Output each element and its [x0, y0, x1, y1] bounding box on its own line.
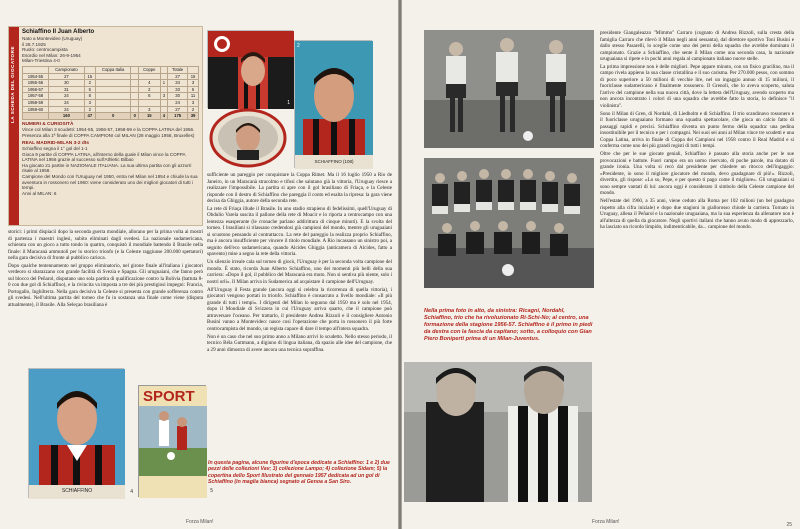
- stats-cell: 1955-56: [23, 80, 49, 87]
- note-line: Presenza alla 1ª finale di COPPA CAMPIONI col MILAN (28 maggio 1958, Bruxelles): [22, 132, 195, 138]
- figure-number: 1: [287, 100, 290, 106]
- stats-header-cell: [131, 66, 139, 73]
- stats-cell: 27: [168, 73, 188, 80]
- paragraph: La prima impressione non è delle migliori. Pepe appare minuto, con un fisico gracilino, ma il campo rivela appieno la sua classe cristallina e il suo carisma. Per 270.000 pesos, con sommo di poco superiore a 50 milioni di vecchie lire, nel un ingaggio annuo di 15 milioni, il fuoriclasse sudamericano è finalmente rossonero. Il Grenoli, che lo aveva scoperto, saluta l'arrivo del campione nella sua nuova città, dove la lettera dell'Uruguay, avendo scoperto ma non ancora incontrato i colori di una squadra che avrebbe fatto la storia, lo definisce "il violinista".: [600, 63, 794, 109]
- stats-cell: 3: [160, 93, 168, 100]
- note-line: Schiaffino segna il 1° gol del 1-1: [22, 146, 88, 152]
- left-column-1: [8, 229, 203, 367]
- figure-number: 2: [297, 43, 300, 49]
- left-photo-caption: In questa pagina, alcune figurine d'epoca dedicate a Schiaffino: 1 e 2) due pezzi delle collezioni Vav; 3) collezione Lampo; 4) collezione Sidam; 5) la copertina dello Sport Illustrato del gennaio 1957 dedicata ad un gol di Schiaffino (in maglia bianca) segnato al Genoa a San Siro.: [208, 460, 390, 486]
- stats-cell: 1: [160, 80, 168, 87]
- stats-cell: [160, 73, 168, 80]
- stats-cell: [139, 73, 161, 80]
- stats-total-cell: 0: [95, 113, 131, 120]
- right-column: [600, 30, 794, 514]
- stats-header-cell: [160, 66, 168, 73]
- player-stats-box: [8, 26, 203, 226]
- paragraph: presidente Giangaleazzo "Mimmo" Carraro (cognato di Andrea Rizzoli, sulla cresta della famiglia Carraro che rilevò il Milan negli anni sessanta), dal direttore sportivo Toni Busini e dallo stesso Pasarelli, lo sceglie come uno dei perni della squadra che avrebbe dominato il campionato. Grazie a Schiaffino, che sente il Milan come una seconda casa, la nazionale uruguaiana si ripete e in pochi anni regala al campionato italiano nuove stelle.: [600, 30, 794, 62]
- card-2-caption: [295, 159, 373, 164]
- figure-number: 5: [210, 488, 213, 494]
- stats-cell: 1959-60: [23, 106, 49, 113]
- sport-illustrato-cover: [138, 385, 213, 497]
- player-card-lampo-round: [209, 108, 287, 168]
- stats-total-cell: 0: [131, 113, 139, 120]
- stats-cell: [139, 99, 161, 106]
- stats-cell: [95, 93, 131, 100]
- stats-cell: 30: [48, 80, 84, 87]
- stats-cell: 2: [84, 80, 95, 87]
- page-folio: Forza Milan!: [186, 519, 214, 525]
- table-total-row: [23, 113, 199, 120]
- stats-side-label: LA SCHEDA DEL GIOCATORE: [10, 45, 15, 123]
- stats-total-cell: [23, 113, 49, 120]
- table-row: [23, 93, 199, 100]
- player-info-line: Milan-Triestina 4-0: [22, 58, 60, 64]
- player-info-line: il 28.7.1925: [22, 41, 46, 47]
- stats-cell: 31: [48, 86, 84, 93]
- card-1-image: [208, 31, 294, 109]
- stats-header-cell: Coppa Italia: [95, 66, 131, 73]
- stats-cell: 34: [168, 80, 188, 87]
- stats-header-cell: [23, 66, 49, 73]
- right-page: [402, 0, 800, 529]
- photo-trio-players: [424, 30, 594, 148]
- paragraph: Oltre che per le sue giocate geniali, Schiaffino è passato alla storia anche per le sue provocazioni e battute. Fuori campo era un uomo riservato, di poche parole, ma dotato di grande ironia. Una volta si recò dal presidente per chiedere un ritocco dell'ingaggio: «Presidente, io sono il migliore giocatore del mondo, devo guadagnare di più!». Rizzoli, divertito, gli rispose: «Lo so, Pepe, e per questo ti pago come il migliore». Gli uruguaiani si sono sempre vantati di lui: ancora oggi è considerato il simbolo della Celeste campione del mondo.: [600, 151, 794, 197]
- stats-cell: 24: [48, 99, 84, 106]
- note-line: Anni al MILAN: 6: [22, 190, 57, 196]
- left-column-2: [207, 172, 392, 450]
- stats-cell: 8: [84, 93, 95, 100]
- stats-cell: 1954-55: [23, 73, 49, 80]
- table-row: [23, 106, 199, 113]
- stats-cell: 2: [188, 106, 199, 113]
- paragraph: sufficiente un pareggio per conquistare la Coppa Rimet. Ma il 16 luglio 1950 a Rio de Janeiro, in un Maracanà stracolmo e tifosi che salutano già la vittoria, l'Uruguay riesce a realizzare l'impossibile. La partita si apre con il gol brasiliano di Friaça, e la Celeste risponde con il destro di Schiaffino che pareggia il conto ed esalta la ripresa: la gara viene decisa da Ghiggia, autore della seconda rete.: [207, 172, 392, 204]
- numbers-curiosities-heading: NUMERI & CURIOSITÀ: [22, 121, 74, 127]
- player-name-heading: Schiaffino II Juan Alberto: [22, 29, 95, 35]
- figure-number: 4: [130, 489, 133, 495]
- stats-cell: 30: [168, 93, 188, 100]
- card-2-name: SCHIAFFINO: [314, 159, 342, 164]
- card-4-image: [29, 369, 125, 499]
- note-line: Ha giocato 21 partite in NAZIONALE ITALIANA. La sua ultima partita con gli azzurri risale al 1958.: [22, 162, 192, 174]
- stats-cell: 27: [168, 106, 188, 113]
- stats-cell: 27: [48, 73, 84, 80]
- stats-header-cell: Coppe: [139, 66, 161, 73]
- stats-cell: 2: [139, 86, 161, 93]
- stats-cell: [131, 86, 139, 93]
- table-row: [23, 99, 199, 106]
- stats-cell: 24: [48, 106, 84, 113]
- player-info-line: Esordio nel Milan: 26-9-1954: [22, 52, 81, 58]
- stats-header-cell: Totale: [168, 66, 188, 73]
- stats-cell: 3: [139, 106, 161, 113]
- stats-total-cell: 39: [188, 113, 199, 120]
- stats-cell: 24: [168, 99, 188, 106]
- stats-cell: 1958-59: [23, 99, 49, 106]
- stats-cell: [131, 93, 139, 100]
- stats-header-cell: [188, 66, 199, 73]
- round-card-image: [209, 108, 287, 168]
- stats-total-cell: 160: [48, 113, 84, 120]
- paragraph: storici: i primi dispiacii dopo la seconda guerra mondiale, allorano per la prima volta ai mostri di partenza i maestri inglesi, subito eliminati dagli svedesi. La nazionale sudamericana, schierata con un gioco a tutto tondo in quattro, conquistò il mondiale battendo il Brasile nella finale: il Maracanà ammutolì per lo storico trionfo (e la Celeste raggiunse 200.000 spettatori) nella gara decisiva di fronte al pubblico carioca.: [8, 229, 203, 261]
- stats-table-header: [23, 66, 199, 73]
- card-2-number: (108): [343, 159, 354, 164]
- stats-cell: 3: [84, 99, 95, 106]
- paragraph: La rete di Friaça illude il Brasile. In uno stadio strapieno di fedelissimi, quell'Uruguay di Obdulio Varela suscita il pallone della rete di Moacir e lo riporta a centrocampo con una lentezza esasperante (le cronache parlano addirittura di cinque minuti). E la svolta del torneo. I brasiliani si rilassano credendosi già campioni del mondo, mentre gli uruguaiani si scuotono pensando al contrattacco. La rete del pareggio la realizza proprio Schiaffino, ma è ancora insufficiente per vincere il titolo mondiale. A Rio incassano un sinistro poi, a seguito dell'eco sudamericana, quando Alcides Ghiggia (anticamera di Alcides, fatto a spavento) mise a segno la rete della vittoria.: [207, 205, 392, 258]
- stats-cell: [160, 106, 168, 113]
- stats-cell: [131, 73, 139, 80]
- stats-total-cell: 4: [160, 113, 168, 120]
- player-info-line: Nato a Montevideo (Uruguay): [22, 36, 83, 41]
- stats-cell: [95, 73, 131, 80]
- boniperti-photo-image: [404, 362, 592, 502]
- paragraph: Un silenzio irreale cala sul torneo di giocò, l'Uruguay è per la seconda volta campione del mondo. È stato, ricorda Juan Alberto Schiaffino, uno dei momenti più belli della sua carriera: «Dopo il gol, il pubblico del Maracanà era muto. Non si sentiva più niente, solo i nostri urli». Il Milan arriva in Sudamerica ad acquistare il campione dell'Uruguay.: [207, 259, 392, 285]
- note-line: Gioca 9 partite di COPPA LATINA, all'interno della quale il Milan vince la COPPA LATINA nel 1956 grazie al successo sull'Athletic Bilbao: [22, 151, 186, 163]
- stats-side-bar: [9, 27, 19, 225]
- left-page: [0, 0, 398, 529]
- stats-table: [22, 66, 199, 120]
- team-photo-image: [424, 158, 594, 288]
- table-row: [23, 86, 199, 93]
- stats-cell: [131, 106, 139, 113]
- photo-team-lineup: [424, 158, 594, 288]
- stats-cell: [131, 99, 139, 106]
- stats-cell: 5: [188, 86, 199, 93]
- paragraph: Nell'estate del 1960, a 35 anni, viene ceduto alla Roma per 102 milioni (un bel guadagno rispetto alla cifra iniziale) e dopo due stagioni in giallorosso chiude la carriera. Tornato in Uruguay, allena il Peñarol e la nazionale uruguaiana, ma la sua esperienza da allenatore non è all'altezza di quella da giocatore. Negli sportivi italiani che hanno avuto modo di apprezzarlo, ha lasciato un ricordo limpido, indimenticabile, da... campione del mondo.: [600, 198, 794, 231]
- page-number: 25: [786, 522, 792, 528]
- match-heading: REAL MADRID-MILAN 3-2 dts: [22, 140, 90, 146]
- stats-total-cell: 15: [139, 113, 161, 120]
- player-info-line: Ruolo: centrocampista: [22, 47, 68, 53]
- stats-cell: 2: [84, 106, 95, 113]
- player-card-vav-1: [207, 30, 293, 108]
- stats-cell: 3: [188, 99, 199, 106]
- player-card-vav-2: [294, 40, 372, 168]
- paragraph: All'Uruguay il Festa grande (ancora oggi si celebra la ricorrenza di quella vittoria), i giocatori vengono portati in trionfo. Schiaffino è consacrato a livello mondiale: «Il più grande di tutti i tempi». I dirigenti del Milan lo seguono dal 1950 ma è solo nel 1954, dopo il Mondiale di Svizzera in cui l'Uruguay arriva quarto, che il campione può attraversare l'oceano. Per trattarlo, il presidente Andrea Rizzoli e il consigliere Antonio Busini vanno a Montevideo: nasce così l'operazione che porta in rossonero il più forte centrocampista del mondo, un regista capace di dare il tempo all'intera squadra.: [207, 286, 392, 332]
- note-line: Vince col Milan 3 scudetti: 1954-55, 1956-57, 1958-59 e la COPPA LATINA del 1956.: [22, 127, 195, 133]
- stats-cell: [95, 86, 131, 93]
- trio-photo-image: [424, 30, 594, 148]
- stats-cell: [95, 99, 131, 106]
- paragraph: Sono il Milan di Gren, di Nordahl, di Liedholm e di Schiaffino. Il trio scandinavo rossonero e il fuoriclasse uruguaiano formano una squadra spettacolare, che gioca un calcio fatto di passaggi rapidi e precisi. Schiaffino diventa un punto fermo della squadra: una pedina insostituibile per il tecnico e per i compagni. Nei suoi sei anni al Milan vince tre scudetti e una Coppa Latina, arriva in finale di Coppa dei Campioni nel 1958 contro il Real Madrid e si conferma come uno dei più grandi registi di tutti i tempi.: [600, 110, 794, 150]
- photo-schiaffino-boniperti: [404, 362, 592, 502]
- stats-cell: 33: [168, 86, 188, 93]
- stats-cell: [95, 106, 131, 113]
- table-row: [23, 73, 199, 80]
- player-info-lines: [22, 36, 199, 64]
- note-line: Campione del Mondo con l'Uruguay nel 1950, entra nel Milan nel 1954 e chiude la sua avventura in rossonero nel 1960: viene considerato uno dei migliori giocatori di tutti i tempi.: [22, 174, 198, 191]
- stats-cell: 11: [188, 93, 199, 100]
- card-4-caption: SCHIAFFINO: [61, 488, 93, 494]
- stats-header-cell: Campionato: [48, 66, 84, 73]
- stats-cell: 24: [48, 93, 84, 100]
- stats-cell: 1957-58: [23, 93, 49, 100]
- stats-cell: [95, 80, 131, 87]
- stats-cell: 1956-57: [23, 86, 49, 93]
- right-photo-caption: Nella prima foto in alto, da sinistra: Ricagni, Nordahl, Schiaffino, trio che ha rivoluzionato Ri-Schi-No; al centro, una formazione della stagione 1956-57. Schiaffino è il primo in piedi da destra con la fascia da capitano; sotto, a colloquio con Gian Piero Boniperti prima di un Milan-Juventus.: [424, 308, 593, 342]
- paragraph: Non è un caso che nel suo primo anno a Milano arrivi lo scudetto. Nello stesso periodo, il tecnico Béla Guttmann, a digiuno di lingua italiana, dà spazio alle idee del campione, che a 29 anni dimostra di avere ancora una tecnica sopraffina.: [207, 333, 392, 353]
- stats-cell: [160, 86, 168, 93]
- card-2-image: [295, 41, 373, 169]
- stats-cell: 15: [84, 73, 95, 80]
- magazine-title: SPORT: [143, 388, 195, 405]
- stats-header-cell: [84, 66, 95, 73]
- paragraph: Dopo qualche tentennamento nel gruppo eliminatorio, nel girone finale all'italiana i giocatori verdeoro si sbarazzano con grande facilità di Svezia e Spagna. Gli uruguaiani, che fanno però sul blocco del Peñarol, disputano uno sola partita di qualificazione contro la Bolivia (battuta 8-0 con due gol di Schiaffino), e la rivincita va imposta a tre dei più prestigiosi impegni: Francia, Portogallo, Inghilterra. Nella gara decisiva la Celeste si presenta con grande sofferenza contro gli svedesi. Nell'ultima partita del torneo che fu in sostanza una finale come viene (disputa attualmente), il Brasile. Alla Seleçao brasiliana è: [8, 262, 203, 308]
- player-card-sidam: [28, 368, 133, 498]
- page-folio: Forza Milan!: [592, 519, 620, 525]
- stats-cell: 15: [188, 73, 199, 80]
- stats-total-cell: 47: [84, 113, 95, 120]
- stats-total-cell: 175: [168, 113, 188, 120]
- stats-cell: 4: [139, 80, 161, 87]
- stats-cell: 3: [188, 80, 199, 87]
- table-row: [23, 80, 199, 87]
- stats-cell: 6: [139, 93, 161, 100]
- stats-cell: 5: [84, 86, 95, 93]
- stats-cell: [160, 99, 168, 106]
- stats-cell: [131, 80, 139, 87]
